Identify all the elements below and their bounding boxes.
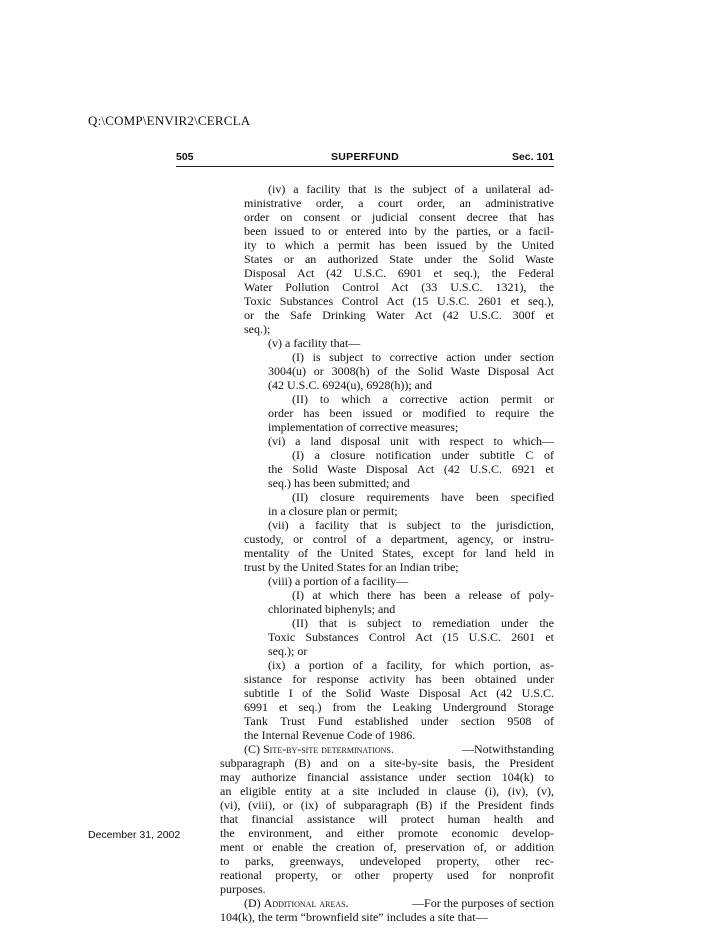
subparagraph-c-heading	[244, 742, 554, 756]
section-number: Sec. 101	[511, 151, 554, 163]
text-line: Water Pollution Control Act (33 U.S.C. 1321), the	[244, 280, 554, 294]
text-line: subparagraph (B) and on a site-by-site basis, the President	[220, 756, 554, 770]
text-line: or the Safe Drinking Water Act (42 U.S.C. 300f et	[244, 308, 554, 322]
text-line: (I) at which there has been a release of poly-	[292, 588, 554, 602]
text-line: the Internal Revenue Code of 1986.	[244, 728, 416, 742]
text-line: (vi) a land disposal unit with respect to which—	[268, 434, 554, 448]
text-line: (iv) a facility that is the subject of a unilateral ad-	[268, 182, 554, 196]
text-line: trust by the United States for an Indian tribe;	[244, 560, 459, 574]
text-line: the Solid Waste Disposal Act (42 U.S.C. 6921 et	[268, 462, 554, 476]
header-title: SUPERFUND	[330, 151, 400, 163]
text-line: 3004(u) or 3008(h) of the Solid Waste Disposal Act	[268, 364, 554, 378]
text-line: ment or enable the creation of, preservation of, or addition	[220, 840, 554, 854]
text-line: custody, or control of a department, agency, or instru-	[244, 532, 554, 546]
text-line: chlorinated biphenyls; and	[268, 602, 396, 616]
text-line: order on consent or judicial consent decree that has	[244, 210, 554, 224]
text-line: (I) a closure notification under subtitle C of	[292, 448, 554, 462]
text-line: mentality of the United States, except for land held in	[244, 546, 554, 560]
text-line: Toxic Substances Control Act (15 U.S.C. 2601 et	[268, 630, 554, 644]
text-line: (vi), (viii), or (ix) of subparagraph (B) if the President finds	[220, 798, 554, 812]
text-run: —For the purposes of section	[412, 896, 554, 910]
text-line: ity to which a permit has been issued by the United	[244, 238, 554, 252]
text-line: Toxic Substances Control Act (15 U.S.C. 2601 et seq.),	[244, 294, 554, 308]
text-run: —Notwithstanding	[462, 742, 554, 756]
footer-date: December 31, 2002	[88, 829, 181, 841]
text-line: implementation of corrective measures;	[268, 420, 459, 434]
text-line: subtitle I of the Solid Waste Disposal Act (42 U.S.C.	[244, 686, 554, 700]
text-line: States or an authorized State under the Solid Waste	[244, 252, 554, 266]
text-line: in a closure plan or permit;	[268, 504, 398, 518]
text-line: (ix) a portion of a facility, for which portion, as-	[268, 658, 554, 672]
text-line: seq.) has been submitted; and	[268, 476, 410, 490]
text-line: Disposal Act (42 U.S.C. 6901 et seq.), the Federal	[244, 266, 554, 280]
text-line: to parks, greenways, undeveloped property, other rec-	[220, 854, 554, 868]
text-line: (vii) a facility that is subject to the jurisdiction,	[268, 518, 554, 532]
text-line: 104(k), the term “brownfield site” includes a site that—	[220, 910, 488, 924]
text-line: (II) closure requirements have been specified	[292, 490, 554, 504]
text-line: may authorize financial assistance under section 104(k) to	[220, 770, 554, 784]
page-number: 505	[176, 151, 194, 163]
text-line: sistance for response activity has been obtained under	[244, 672, 554, 686]
text-line: (v) a facility that—	[268, 336, 361, 350]
text-line: (viii) a portion of a facility—	[268, 574, 409, 588]
text-line: purposes.	[220, 882, 266, 896]
text-line: 6991 et seq.) from the Leaking Underground Storage	[244, 700, 554, 714]
text-line: Tank Trust Fund established under section 9508 of	[244, 714, 554, 728]
text-line: reational property, or other property used for nonprofit	[220, 868, 554, 882]
text-line: the environment, and either promote economic develop-	[220, 826, 554, 840]
text-line: (I) is subject to corrective action under section	[292, 350, 554, 364]
text-line: seq.);	[244, 322, 271, 336]
text-line: (42 U.S.C. 6924(u), 6928(h)); and	[268, 378, 432, 392]
text-line: that financial assistance will protect human health and	[220, 812, 554, 826]
text-line: been issued to or entered into by the parties, or a facil-	[244, 224, 554, 238]
text-line: (II) to which a corrective action permit or	[292, 392, 554, 406]
heading-site-by-site: Site-by-site determinations.	[263, 742, 394, 756]
text-run: (D) Additional areas.	[244, 896, 349, 910]
text-run: (C) Site-by-site determinations.	[244, 742, 394, 756]
subparagraph-d-heading	[244, 896, 554, 910]
text-line: ministrative order, a court order, an administrative	[244, 196, 554, 210]
text-line: order has been issued or modified to require the	[268, 406, 554, 420]
text-line: an eligible entity at a site included in clause (i), (iv), (v),	[220, 784, 554, 798]
text-line: (II) that is subject to remediation under the	[292, 616, 554, 630]
heading-additional-areas: Additional areas.	[263, 896, 349, 910]
document-path: Q:\COMP\ENVIR2\CERCLA	[88, 113, 251, 128]
text-line: seq.); or	[268, 644, 308, 658]
